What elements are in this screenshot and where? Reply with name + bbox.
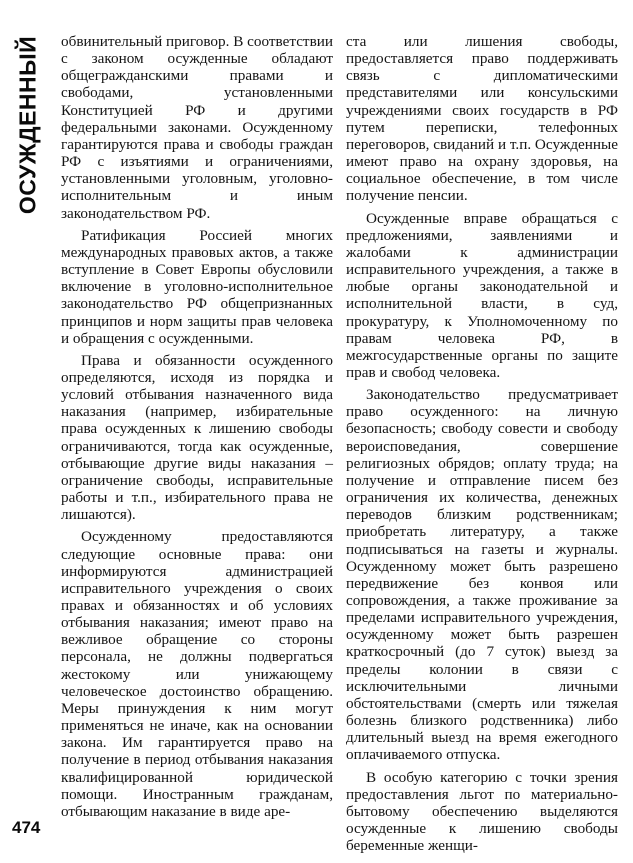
section-title: ОСУЖДЕННЫЙ xyxy=(14,35,41,215)
text-column-left xyxy=(61,33,333,825)
paragraph: Ратификация Россией многих международных правовых актов, а также вступление в Совет Европы обусловили включение в уголовно-исполнительное законодательство РФ общепризнанных принципов и норм защиты прав человека и обращения с осужденными. xyxy=(61,226,333,347)
paragraph: Права и обязанности осужденного определяются, исходя из порядка и условий отбывания назначенного вида наказания (например, избирательные права осужденных к лишению свободы ограничиваются, тогда как осужденные, отбывающие другие виды наказания – ограничение свободы, исправительные работы и т.п., избирательного права не лишаются). xyxy=(61,351,333,524)
paragraph: Осужденному предоставляются следующие основные права: они информируются администрацией исправительного учреждения о своих правах и обязанностях и об условиях отбывания наказания; имеют право на вежливое обращение со стороны персонала, не должны подвергаться жестокому или унижающему человеческое достоинство обращению. Меры принуждения к ним могут применяться не иначе, как на основании закона. Им гарантируется право на получение в период отбывания наказания квалифицированной юридической помощи. Иностранным гражданам, отбывающим наказание в виде аре- xyxy=(61,528,333,820)
paragraph: Законодательство предусматривает право осужденного: на личную безопасность; свободу совести и свободу вероисповедания, совершение религиозных обрядов; оплату труда; на получение и отправление писем без ограничения их количества, денежных переводов близким родственникам; приобретать литературу, а также подписываться на газеты и журналы. Осужденному может быть разрешено передвижение без конвоя или сопровождения, а также проживание за пределами исправительного учреждения, осужденному может быть разрешен краткосрочный (до 7 суток) выезд за пределы колонии в связи с исключительными личными обстоятельствами (смерть или тяжелая болезнь близкого родственника) либо длительный выезд на время ежегодного оплачиваемого отпуска. xyxy=(346,386,618,764)
text-column-right xyxy=(346,33,618,859)
section-header-tab xyxy=(10,30,46,220)
paragraph: обвинительный приговор. В соответствии с законом осужденные обладают общегражданскими правами и свободами, установленными Конституцией РФ и другими федеральными законами. Осужденному гарантируются права и свободы граждан РФ с изъятиями и ограничениями, установленными уголовным, уголовно-исполнительным и иным законодательством РФ. xyxy=(61,33,333,222)
paragraph: ста или лишения свободы, предоставляется право поддерживать связь с дипломатическими представителями или консульскими учреждениями своих государств в РФ путем переписки, телефонных переговоров, свиданий и т.п. Осужденные имеют право на охрану здоровья, на социальное обеспечение, в том числе получение пенсии. xyxy=(346,33,618,205)
paragraph: Осужденные вправе обращаться с предложениями, заявлениями и жалобами к администрации исправительного учреждения, а также в любые органы законодательной и исполнительной власти, в суд, прокуратуру, к Уполномоченному по правам человека РФ, в межгосударственные органы по защите прав и свобод человека. xyxy=(346,209,618,381)
paragraph: В особую категорию с точки зрения предоставления льгот по материально-бытовому обеспечению выделяются осужденные к лишению свободы беременные женщи- xyxy=(346,768,618,855)
page-number: 474 xyxy=(12,818,41,837)
